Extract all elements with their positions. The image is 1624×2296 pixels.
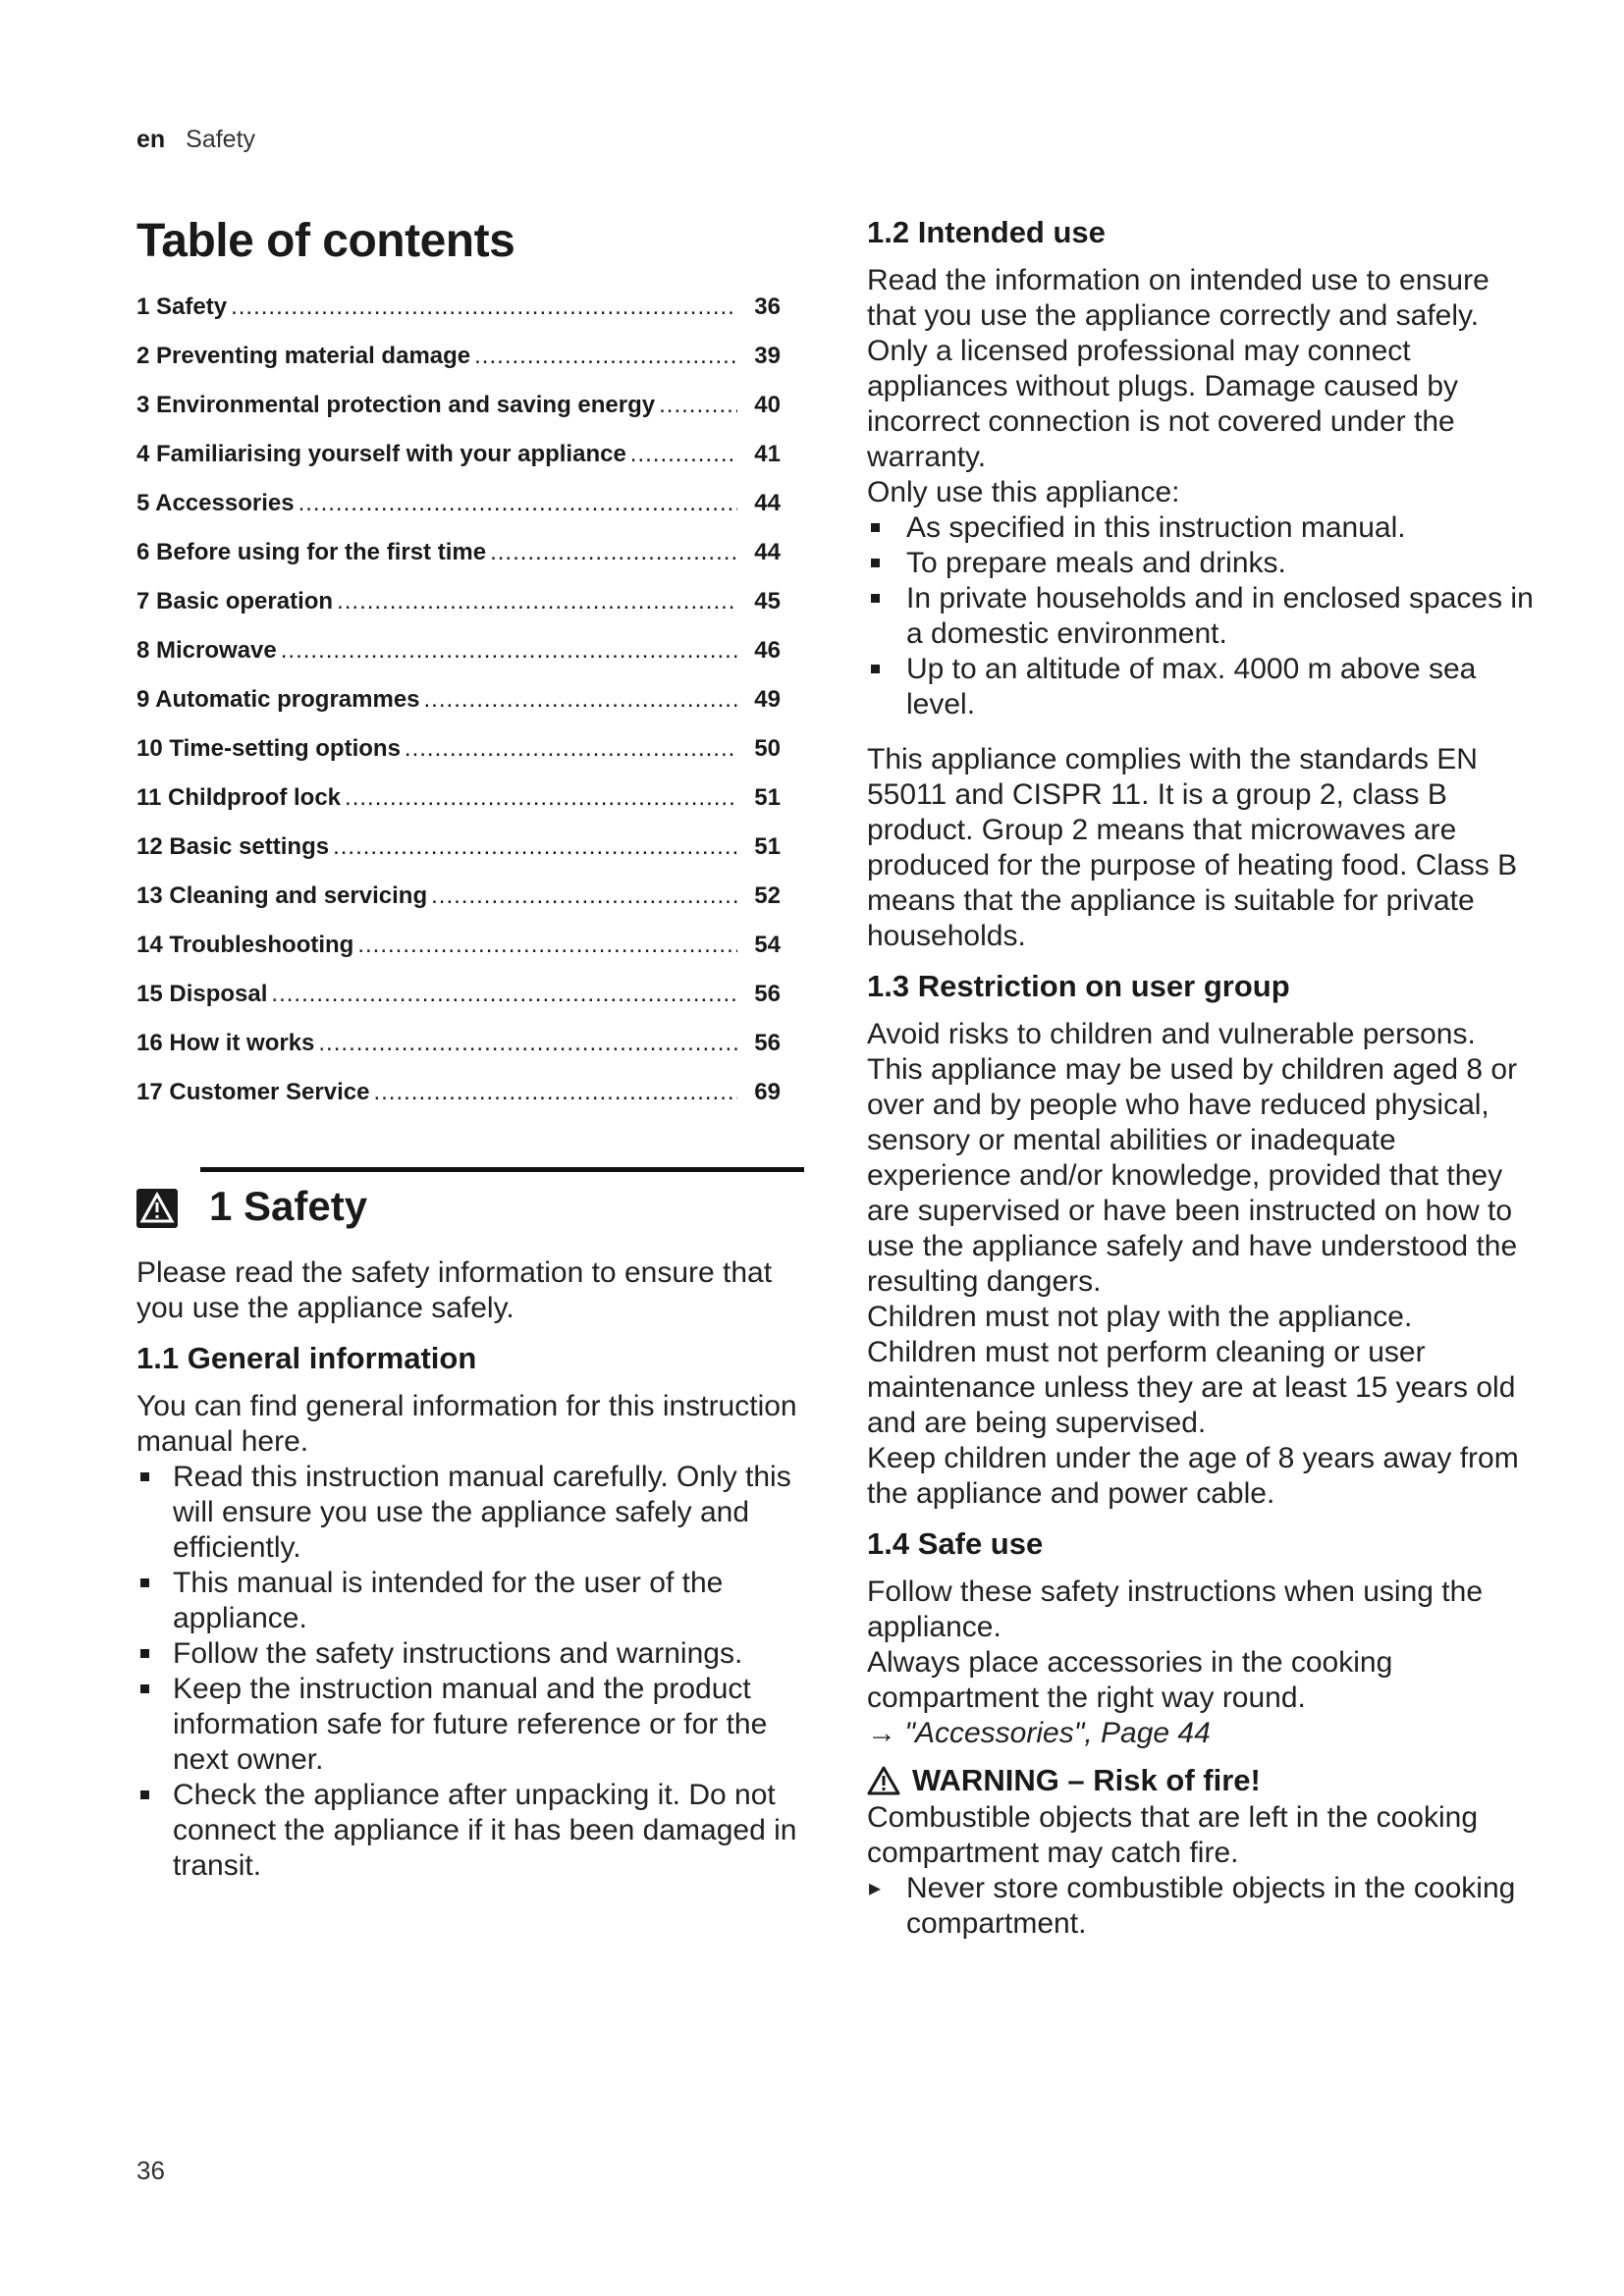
header-section-name: Safety bbox=[186, 126, 256, 153]
toc-leader bbox=[345, 784, 737, 812]
toc-leader bbox=[231, 294, 737, 321]
accessories-cross-reference[interactable]: → "Accessories", Page 44 bbox=[867, 1717, 1211, 1749]
toc-entry-label: 13 Cleaning and servicing bbox=[136, 882, 428, 909]
list-item: Read this instruction manual carefully. Only this will ensure you use the appliance safely and efficiently. bbox=[136, 1460, 804, 1566]
toc-entry-label: 16 How it works bbox=[136, 1030, 315, 1056]
toc-entry-label: 15 Disposal bbox=[136, 981, 268, 1007]
safe-use-p1: Follow these safety instructions when using the appliance. bbox=[867, 1575, 1483, 1643]
toc-leader bbox=[318, 1030, 737, 1057]
toc-entry-label: 1 Safety bbox=[136, 294, 228, 320]
toc-entry[interactable] bbox=[136, 981, 785, 1030]
running-header bbox=[136, 126, 255, 154]
toc-leader bbox=[373, 1079, 737, 1106]
restriction-p4: Children must not perform cleaning or user maintenance unless they are at least 15 years old and are being supervised. bbox=[867, 1336, 1516, 1439]
restriction-p5: Keep children under the age of 8 years away from the appliance and power cable. bbox=[867, 1442, 1519, 1510]
toc-entry-label: 4 Familiarising yourself with your appliance bbox=[136, 441, 626, 467]
toc-entry-label: 14 Troubleshooting bbox=[136, 932, 354, 958]
toc-entry[interactable] bbox=[136, 1079, 785, 1128]
toc-leader bbox=[405, 735, 737, 763]
toc-entry[interactable] bbox=[136, 441, 785, 490]
toc-entry-label: 5 Accessories bbox=[136, 490, 295, 516]
toc-entry-label: 17 Customer Service bbox=[136, 1079, 370, 1105]
toc-entry[interactable] bbox=[136, 784, 785, 833]
toc-entry[interactable] bbox=[136, 539, 785, 588]
toc-entry-page: 51 bbox=[754, 784, 781, 811]
fire-warning-actions bbox=[867, 1871, 1544, 1942]
toc-leader bbox=[431, 882, 737, 910]
action-item: ▸ Never store combustible objects in the cooking compartment. bbox=[867, 1871, 1544, 1942]
list-item: In private households and in enclosed spaces in a domestic environment. bbox=[867, 581, 1544, 652]
list-item: Check the appliance after unpacking it. Do not connect the appliance if it has been damaged in transit. bbox=[136, 1778, 804, 1884]
intended-use-p1: Read the information on intended use to ensure that you use the appliance correctly and safely. bbox=[867, 264, 1489, 332]
toc-entry[interactable] bbox=[136, 588, 785, 637]
intended-use-p3: Only use this appliance: bbox=[867, 476, 1180, 508]
toc-entry[interactable] bbox=[136, 932, 785, 981]
restriction-heading: 1.3 Restriction on user group bbox=[867, 969, 1290, 1003]
standards-paragraph: This appliance complies with the standards EN 55011 and CISPR 11. It is a group 2, class B product. Group 2 means that microwaves are produced for the purpose of heating food. Class B means that the appliance is suitable for private households. bbox=[867, 743, 1518, 952]
toc-entry[interactable] bbox=[136, 490, 785, 539]
safety-section-header bbox=[136, 1167, 804, 1255]
safety-section-title: 1 Safety bbox=[209, 1183, 368, 1229]
toc-list bbox=[136, 294, 804, 1128]
toc-entry-page: 40 bbox=[754, 392, 781, 418]
list-item: This manual is intended for the user of the appliance. bbox=[136, 1566, 804, 1636]
language-code: en bbox=[136, 126, 166, 153]
warning-triangle-icon bbox=[867, 1766, 900, 1795]
restriction-p3: Children must not play with the appliance. bbox=[867, 1301, 1413, 1333]
toc-entry[interactable] bbox=[136, 1030, 785, 1079]
intended-use-heading: 1.2 Intended use bbox=[867, 215, 1106, 249]
toc-leader bbox=[333, 833, 737, 861]
safety-intro: Please read the safety information to ensure that you use the appliance safely. bbox=[136, 1256, 773, 1324]
spacer bbox=[867, 722, 1544, 742]
general-info-heading: 1.1 General information bbox=[136, 1341, 477, 1375]
toc-entry[interactable] bbox=[136, 833, 785, 882]
restriction-p2: This appliance may be used by children aged 8 or over and by people who have reduced physical, sensory or mental abilities or inadequate experience and/or knowledge, provided that they are supervised or have been instructed on how to use the appliance safely and have understood the resulting dangers. bbox=[867, 1053, 1518, 1298]
intended-use-list bbox=[867, 510, 1544, 722]
toc-leader bbox=[490, 539, 737, 566]
toc-entry-label: 10 Time-setting options bbox=[136, 735, 401, 762]
right-column bbox=[867, 214, 1544, 1942]
toc-entry-page: 45 bbox=[754, 588, 781, 614]
toc-entry-label: 12 Basic settings bbox=[136, 833, 330, 860]
left-column bbox=[136, 214, 804, 1884]
toc-entry-page: 54 bbox=[754, 932, 781, 958]
safe-use-heading: 1.4 Safe use bbox=[867, 1526, 1044, 1561]
general-info-list bbox=[136, 1460, 804, 1884]
toc-entry[interactable] bbox=[136, 294, 785, 343]
toc-entry[interactable] bbox=[136, 735, 785, 784]
toc-entry-page: 69 bbox=[754, 1079, 781, 1105]
toc-entry[interactable] bbox=[136, 882, 785, 932]
toc-title: Table of contents bbox=[136, 215, 515, 267]
general-info-intro: You can find general information for this instruction manual here. bbox=[136, 1390, 797, 1458]
list-item: Up to an altitude of max. 4000 m above sea level. bbox=[867, 652, 1544, 722]
toc-entry-label: 8 Microwave bbox=[136, 637, 277, 664]
toc-leader bbox=[298, 490, 737, 517]
toc-entry-page: 50 bbox=[754, 735, 781, 762]
toc-leader bbox=[357, 932, 737, 959]
toc-entry-label: 11 Childproof lock bbox=[136, 784, 342, 811]
toc-entry-page: 36 bbox=[754, 294, 781, 320]
toc-entry-page: 44 bbox=[754, 490, 781, 516]
toc-entry-label: 9 Automatic programmes bbox=[136, 686, 420, 713]
fire-warning-title: WARNING – Risk of fire! bbox=[912, 1763, 1261, 1797]
toc-entry-page: 52 bbox=[754, 882, 781, 909]
warning-box-icon bbox=[136, 1189, 178, 1228]
toc-entry[interactable] bbox=[136, 637, 785, 686]
toc-entry-page: 56 bbox=[754, 1030, 781, 1056]
toc-entry[interactable] bbox=[136, 686, 785, 735]
toc-leader bbox=[630, 441, 737, 468]
safe-use-p2: Always place accessories in the cooking compartment the right way round. bbox=[867, 1646, 1393, 1714]
toc-leader bbox=[281, 637, 737, 665]
toc-entry-page: 49 bbox=[754, 686, 781, 713]
fire-warning-header bbox=[867, 1763, 1544, 1798]
intended-use-p2: Only a licensed professional may connect appliances without plugs. Damage caused by incorrect connection is not covered under the warranty. bbox=[867, 335, 1459, 473]
list-item: Keep the instruction manual and the product information safe for future reference or for the next owner. bbox=[136, 1672, 804, 1778]
toc-entry-page: 44 bbox=[754, 539, 781, 565]
list-item: As specified in this instruction manual. bbox=[867, 510, 1544, 546]
toc-entry[interactable] bbox=[136, 392, 785, 441]
restriction-p1: Avoid risks to children and vulnerable persons. bbox=[867, 1018, 1476, 1050]
toc-entry-label: 6 Before using for the first time bbox=[136, 539, 487, 565]
toc-entry-page: 56 bbox=[754, 981, 781, 1007]
list-item: To prepare meals and drinks. bbox=[867, 546, 1544, 581]
toc-leader bbox=[424, 686, 737, 714]
toc-entry-label: 2 Preventing material damage bbox=[136, 343, 471, 369]
toc-leader bbox=[271, 981, 737, 1008]
fire-warning-text: Combustible objects that are left in the cooking compartment may catch fire. bbox=[867, 1801, 1479, 1869]
toc-leader bbox=[474, 343, 737, 370]
toc-leader bbox=[659, 392, 737, 419]
toc-entry-label: 7 Basic operation bbox=[136, 588, 334, 614]
toc-entry-page: 46 bbox=[754, 637, 781, 664]
toc-entry-label: 3 Environmental protection and saving energy bbox=[136, 392, 656, 418]
toc-entry-page: 39 bbox=[754, 343, 781, 369]
toc-entry-page: 41 bbox=[754, 441, 781, 467]
toc-leader bbox=[337, 588, 737, 615]
page-number: 36 bbox=[136, 2156, 165, 2185]
section-rule bbox=[200, 1167, 804, 1172]
toc-entry[interactable] bbox=[136, 343, 785, 392]
toc-entry-page: 51 bbox=[754, 833, 781, 860]
list-item: Follow the safety instructions and warnings. bbox=[136, 1636, 804, 1672]
